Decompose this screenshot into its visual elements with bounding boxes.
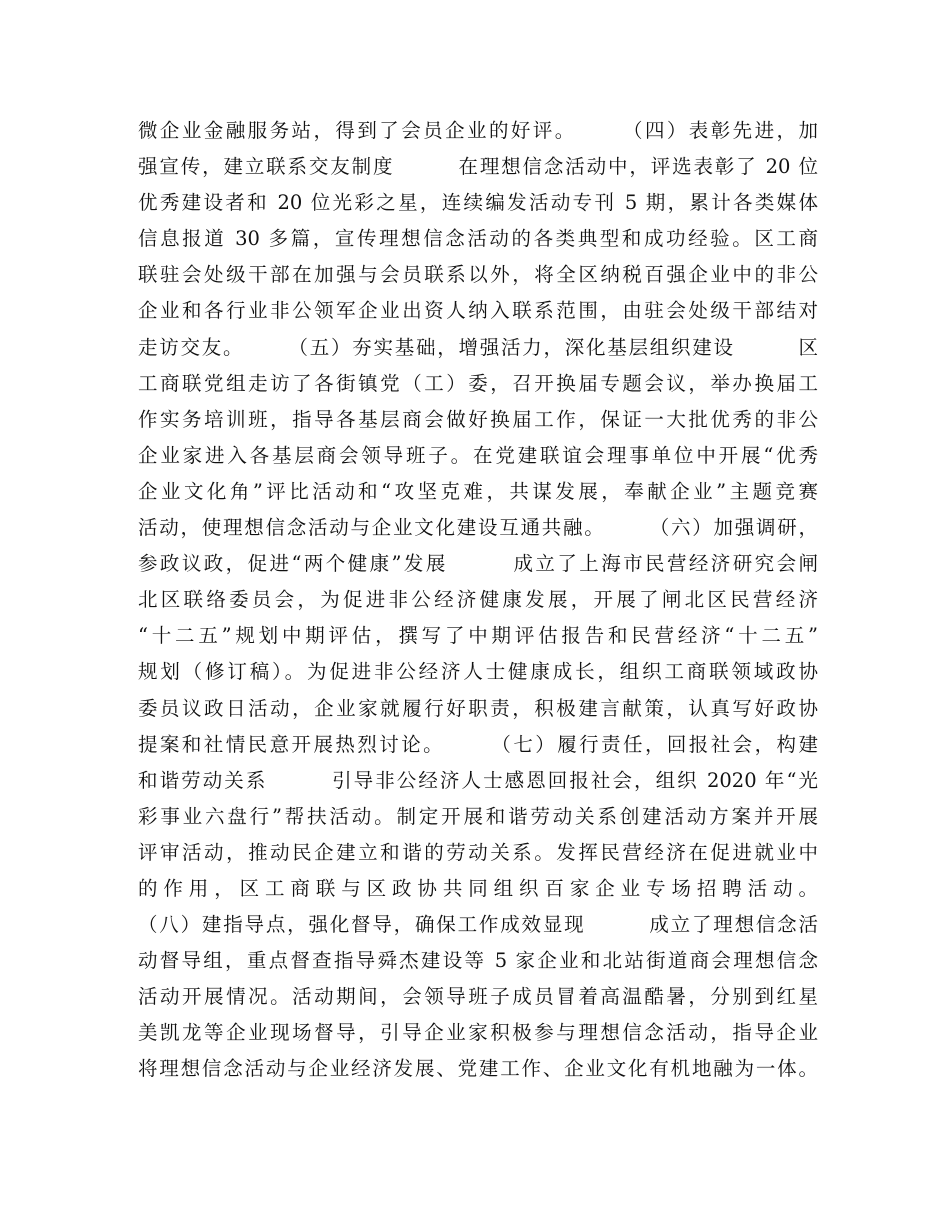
text-line-6: 企业和各行业非公领军企业出资人纳入联系范围，由驻会处级干部结对 xyxy=(138,299,818,323)
text-line-13: 参政议政，促进“两个健康”发展 成立了上海市民营经济研究会闸 xyxy=(138,552,818,576)
text-line-2: 强宣传，建立联系交友制度 在理想信念活动中，评选表彰了 20 位 xyxy=(138,155,818,179)
text-line-18: 提案和社情民意开展热烈讨论。 （七）履行责任，回报社会，构建 xyxy=(138,732,818,756)
text-line-27: 将理想信念活动与企业经济发展、党建工作、企业文化有机地融为一体。 xyxy=(138,1057,818,1081)
text-line-10: 企业家进入各基层商会领导班子。在党建联谊会理事单位中开展“优秀 xyxy=(138,443,818,467)
text-line-15: “十二五”规划中期评估，撰写了中期评估报告和民营经济“十二五” xyxy=(138,624,818,648)
text-line-25: 活动开展情况。活动期间，会领导班子成员冒着高温酷暑，分别到红星 xyxy=(138,985,818,1009)
text-line-9: 作实务培训班，指导各基层商会做好换届工作，保证一大批优秀的非公 xyxy=(138,407,818,431)
text-line-5: 联驻会处级干部在加强与会员联系以外，将全区纳税百强企业中的非公 xyxy=(138,263,818,287)
text-line-7: 走访交友。 （五）夯实基础，增强活力，深化基层组织建设 区 xyxy=(138,335,818,359)
text-line-22: 的作用，区工商联与区政协共同组织百家企业专场招聘活动。 xyxy=(138,876,818,900)
text-line-20: 彩事业六盘行”帮扶活动。制定开展和谐劳动关系创建活动方案并开展 xyxy=(138,804,818,828)
text-line-17: 委员议政日活动，企业家就履行好职责，积极建言献策，认真写好政协 xyxy=(138,696,818,720)
text-line-26: 美凯龙等企业现场督导，引导企业家积极参与理想信念活动，指导企业 xyxy=(138,1021,818,1045)
text-line-1: 微企业金融服务站，得到了会员企业的好评。 （四）表彰先进，加 xyxy=(138,119,818,142)
text-line-16: 规划（修订稿）。为促进非公经济人士健康成长，组织工商联领域政协 xyxy=(138,660,818,684)
text-line-11: 企业文化角”评比活动和“攻坚克难，共谋发展，奉献企业”主题竞赛 xyxy=(138,479,818,503)
text-line-3: 优秀建设者和 20 位光彩之星，连续编发活动专刊 5 期，累计各类媒体 xyxy=(138,191,818,215)
text-line-8: 工商联党组走访了各街镇党（工）委，召开换届专题会议，举办换届工 xyxy=(138,371,818,395)
text-line-23: （八）建指导点，强化督导，确保工作成效显现 成立了理想信念活 xyxy=(138,913,818,937)
text-line-4: 信息报道 30 多篇，宣传理想信念活动的各类典型和成功经验。区工商 xyxy=(138,227,818,251)
text-line-21: 评审活动，推动民企建立和谐的劳动关系。发挥民营经济在促进就业中 xyxy=(138,840,818,864)
text-line-19: 和谐劳动关系 引导非公经济人士感恩回报社会，组织 2020 年“光 xyxy=(138,768,818,792)
body-text xyxy=(138,113,818,1088)
text-line-12: 活动，使理想信念活动与企业文化建设互通共融。 （六）加强调研， xyxy=(138,516,818,540)
text-line-14: 北区联络委员会，为促进非公经济健康发展，开展了闸北区民营经济 xyxy=(138,588,818,612)
text-line-24: 动督导组，重点督查指导舜杰建设等 5 家企业和北站街道商会理想信念 xyxy=(138,949,818,973)
